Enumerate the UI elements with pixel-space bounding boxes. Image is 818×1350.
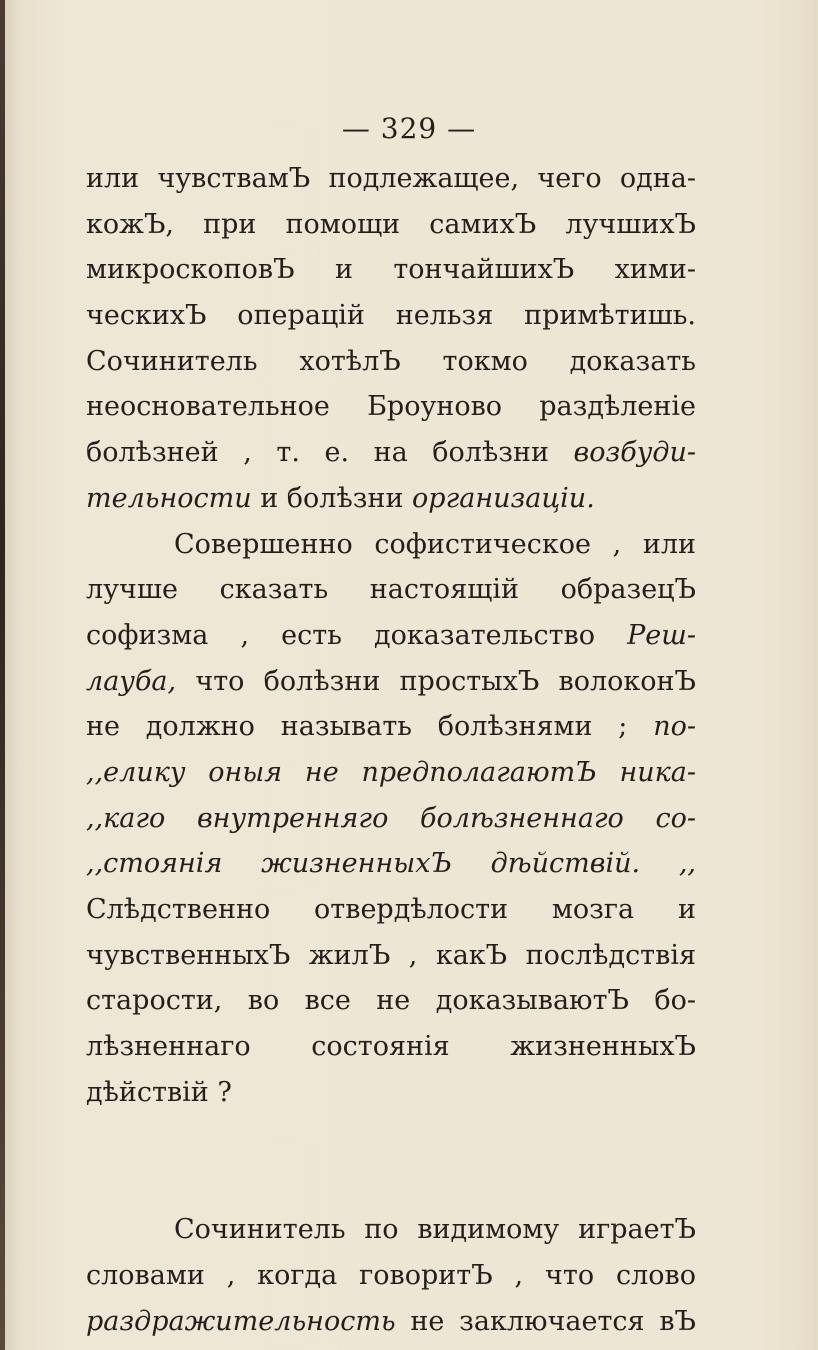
text-segment: Сочинитель по видимому играетЪ (174, 1214, 696, 1246)
text-line (86, 1070, 696, 1116)
text-line (86, 1253, 696, 1299)
text-line (86, 750, 696, 796)
text-line (86, 339, 696, 385)
text-segment: лучше сказать настоящій образецЪ (86, 574, 696, 606)
page-spine-edge (0, 0, 5, 1350)
text-line (86, 613, 696, 659)
italic-text-segment: возбуди- (573, 437, 696, 469)
text-line (86, 293, 696, 339)
text-segment: микроскоповЪ и тончайшихЪ хими- (86, 254, 696, 286)
text-line (86, 430, 696, 476)
text-segment: старости, во все не доказываютЪ бо- (86, 985, 696, 1017)
text-segment: лѣзненнаго состоянія жизненныхЪ (86, 1031, 696, 1063)
text-line (86, 1299, 696, 1345)
italic-text-segment: по- (653, 711, 696, 743)
text-line (86, 522, 696, 568)
text-line (86, 1024, 696, 1070)
text-line (86, 887, 696, 933)
text-segment: словами , когда говоритЪ , что слово (86, 1260, 696, 1292)
italic-text-segment: тельности (86, 482, 252, 514)
paragraph-gap (86, 1115, 696, 1207)
italic-text-segment: ,,каго внутренняго болѣзненнаго со- (86, 802, 696, 834)
italic-text-segment: ,,елику оныя не предполагаютЪ ника- (86, 756, 696, 788)
text-line (86, 384, 696, 430)
body-text (86, 156, 696, 1345)
text-line (86, 704, 696, 750)
text-segment: или чувствамЪ подлежащее, чего одна- (86, 163, 696, 194)
text-segment: Сочинитель хотѣлЪ токмо доказать (86, 345, 696, 377)
text-line (86, 476, 696, 522)
text-segment: кожЪ, при помощи самихЪ лучшихЪ (86, 208, 696, 240)
text-line (86, 841, 696, 887)
text-segment: чувственныхЪ жилЪ , какЪ послѣдствія (86, 939, 696, 971)
page-number: — 329 — (341, 112, 477, 145)
text-line (86, 247, 696, 293)
text-segment: неосновательное Броуново раздѣленіе (86, 391, 696, 423)
text-line (86, 659, 696, 705)
text-segment: ческихЪ операцій нельзя примѣтишь. (86, 300, 696, 332)
text-segment: дѣйствій ? (86, 1076, 232, 1108)
italic-text-segment: организаціи. (412, 482, 595, 514)
text-segment: софизма , есть доказательство (86, 619, 628, 651)
italic-text-segment: Реш- (627, 619, 696, 651)
text-segment: не должно называть болѣзнями ; (86, 711, 654, 743)
text-line (86, 933, 696, 979)
italic-text-segment: раздражительность (86, 1305, 396, 1337)
italic-text-segment: лауба, (86, 665, 177, 697)
text-line (86, 1207, 696, 1253)
text-line (86, 202, 696, 248)
text-line (86, 978, 696, 1024)
text-segment: что болѣзни простыхЪ волоконЪ (176, 665, 696, 697)
text-segment: Слѣдственно отвердѣлости мозга и (86, 894, 696, 925)
text-line (86, 156, 696, 202)
text-segment: Совершенно софистическое , или (174, 528, 696, 560)
text-segment: и болѣзни (251, 482, 413, 514)
text-segment: болѣзней , т. е. на болѣзни (86, 437, 574, 469)
italic-text-segment: ,,стоянія жизненныхЪ дѣйствій. ,, (86, 848, 696, 880)
text-line (86, 796, 696, 842)
text-line (86, 567, 696, 613)
text-segment: не заключается вЪ (395, 1305, 696, 1337)
